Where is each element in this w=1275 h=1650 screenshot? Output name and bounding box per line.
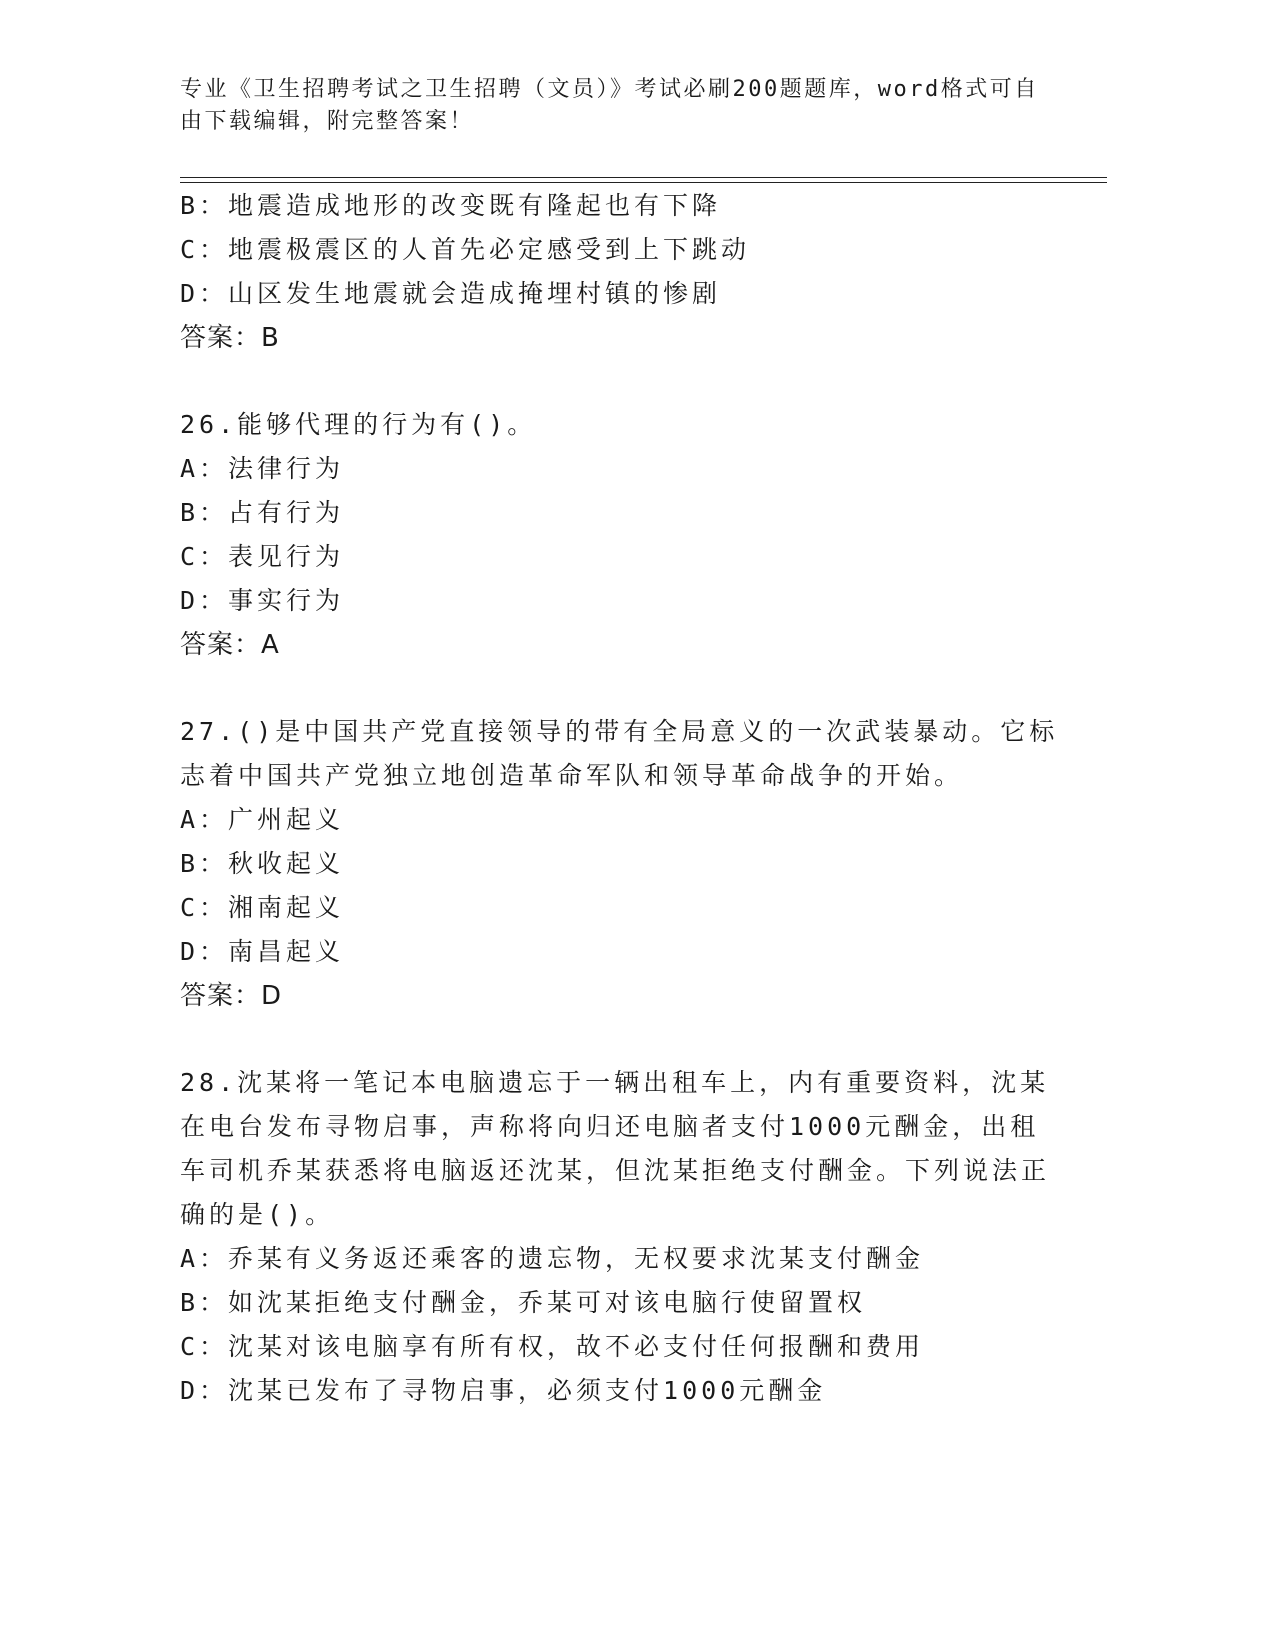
header-divider-bottom [180, 182, 1107, 183]
option-c: C：沈某对该电脑享有所有权，故不必支付任何报酬和费用 [180, 1332, 925, 1361]
option-d: D：事实行为 [180, 586, 345, 615]
question-26 [180, 403, 1060, 667]
option-b: B：秋收起义 [180, 849, 345, 878]
question-28 [180, 1061, 1060, 1413]
question-27 [180, 710, 1060, 1018]
option-a: A：乔某有义务返还乘客的遗忘物，无权要求沈某支付酬金 [180, 1244, 925, 1273]
question-stem: 28.沈某将一笔记本电脑遗忘于一辆出租车上，内有重要资料，沈某在电台发布寻物启事，声称将向归还电脑者支付1000元酬金，出租车司机乔某获悉将电脑返还沈某，但沈某拒绝支付酬金。下列说法正确的是()。 [180, 1068, 1051, 1229]
option-a: A：广州起义 [180, 805, 345, 834]
question-stem: 27.()是中国共产党直接领导的带有全局意义的一次武装暴动。它标志着中国共产党独立地创造革命军队和领导革命战争的开始。 [180, 717, 1059, 790]
answer-label: 答案：B [180, 323, 280, 353]
answer-label: 答案：D [180, 981, 283, 1011]
option-c: C：地震极震区的人首先必定感受到上下跳动 [180, 235, 751, 264]
document-header: 专业《卫生招聘考试之卫生招聘（文员）》考试必刷200题题库，word格式可自由下载编辑，附完整答案！ [180, 77, 1039, 134]
question-content [180, 184, 1060, 1413]
option-d: D：南昌起义 [180, 937, 345, 966]
question-25-continued [180, 184, 1060, 360]
option-d: D：沈某已发布了寻物启事，必须支付1000元酬金 [180, 1376, 827, 1405]
option-c: C：湘南起义 [180, 893, 345, 922]
option-b: B：如沈某拒绝支付酬金，乔某可对该电脑行使留置权 [180, 1288, 867, 1317]
question-stem: 26.能够代理的行为有()。 [180, 410, 537, 439]
option-a: A：法律行为 [180, 454, 345, 483]
option-b: B：地震造成地形的改变既有隆起也有下降 [180, 191, 722, 220]
answer-label: 答案：A [180, 630, 280, 660]
header-divider-top [180, 177, 1107, 178]
option-b: B：占有行为 [180, 498, 345, 527]
option-d: D：山区发生地震就会造成掩埋村镇的惨剧 [180, 279, 722, 308]
option-c: C：表见行为 [180, 542, 345, 571]
